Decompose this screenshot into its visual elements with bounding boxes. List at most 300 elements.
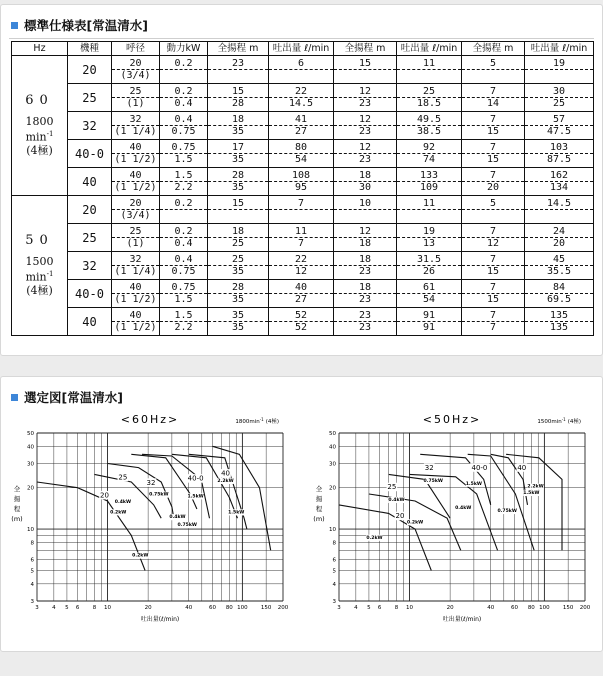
value-cell: 35 — [208, 126, 269, 140]
y-tick-label: 20 — [329, 485, 336, 492]
caliber-cell: 20 — [112, 196, 160, 210]
value-cell — [208, 210, 269, 224]
poles-value: (4極) — [26, 143, 53, 157]
power-cell: 2.2 — [160, 322, 208, 336]
value-cell: 22 — [269, 84, 334, 98]
rpm-note-value: 1800min — [235, 419, 260, 425]
column-header: 全揚程 m — [208, 42, 269, 56]
value-cell: 6 — [269, 56, 334, 70]
caliber-cell: 25 — [112, 84, 160, 98]
value-cell: 35 — [208, 266, 269, 280]
value-cell: 12 — [269, 266, 334, 280]
y-tick-label: 10 — [27, 527, 34, 534]
y-tick-label: 5 — [332, 568, 336, 575]
power-cell: 0.4 — [160, 252, 208, 266]
chart-60hz — [9, 411, 291, 639]
x-tick-label: 4 — [354, 605, 358, 611]
caliber-cell: (1 1/2) — [112, 154, 160, 168]
value-cell: 31.5 — [397, 252, 462, 266]
value-cell: 15 — [462, 294, 525, 308]
value-cell: 7 — [462, 140, 525, 154]
value-cell: 35 — [208, 294, 269, 308]
column-header: 呼径 — [112, 42, 160, 56]
bullet-square-icon — [11, 22, 18, 29]
region-label: 0.75kW — [149, 492, 169, 498]
caliber-cell: 40 — [112, 308, 160, 322]
value-cell: 52 — [269, 322, 334, 336]
value-cell: 7 — [462, 112, 525, 126]
value-cell: 61 — [397, 280, 462, 294]
value-cell: 13 — [397, 238, 462, 252]
value-cell: 15 — [208, 196, 269, 210]
selection-heading — [11, 387, 123, 407]
value-cell: 35 — [208, 182, 269, 196]
y-axis-label: 全 — [315, 485, 323, 493]
value-cell: 23 — [334, 308, 397, 322]
y-tick-label: 50 — [27, 431, 34, 437]
value-cell: 23 — [334, 98, 397, 112]
value-cell: 30 — [525, 84, 594, 98]
value-cell: 57 — [525, 112, 594, 126]
region-label: 20 — [100, 491, 109, 500]
value-cell: 35 — [208, 308, 269, 322]
rpm-value: 1500 — [25, 255, 54, 269]
value-cell: 19 — [525, 56, 594, 70]
power-cell: 1.5 — [160, 294, 208, 308]
x-tick-label: 5 — [65, 605, 69, 611]
value-cell: 14 — [462, 98, 525, 112]
hz-value: 60 — [25, 93, 54, 109]
value-cell: 18 — [208, 224, 269, 238]
table-row — [12, 168, 594, 182]
table-row — [12, 308, 594, 322]
value-cell: 23 — [334, 266, 397, 280]
y-axis-label: 程 — [13, 505, 21, 513]
column-header: 吐出量 ℓ/min — [525, 42, 594, 56]
value-cell: 5 — [462, 196, 525, 210]
value-cell: 15 — [208, 84, 269, 98]
value-cell: 91 — [397, 322, 462, 336]
column-header: 吐出量 ℓ/min — [269, 42, 334, 56]
value-cell: 12 — [462, 238, 525, 252]
divider — [9, 38, 594, 39]
region-label: 2.2kW — [527, 484, 544, 490]
selection-title: 選定図[常温清水] — [24, 390, 123, 405]
region-label: 2.2kW — [217, 479, 234, 485]
y-tick-label: 40 — [329, 444, 336, 451]
y-tick-label: 8 — [332, 540, 336, 547]
y-axis-label: (m) — [313, 515, 325, 523]
value-cell: 10 — [334, 196, 397, 210]
value-cell: 38.5 — [397, 126, 462, 140]
value-cell: 84 — [525, 280, 594, 294]
value-cell: 25 — [525, 98, 594, 112]
region-label: 25 — [387, 483, 397, 492]
y-tick-label: 3 — [332, 599, 336, 605]
value-cell: 11 — [397, 56, 462, 70]
value-cell — [208, 70, 269, 84]
value-cell: 49.5 — [397, 112, 462, 126]
region-label: 0.75kW — [423, 479, 444, 485]
value-cell: 30 — [334, 182, 397, 196]
x-tick-label: 20 — [144, 605, 152, 611]
x-tick-label: 200 — [277, 605, 289, 611]
pump-curve — [410, 474, 498, 550]
region-label: 0.2kW — [132, 553, 149, 559]
value-cell: 135 — [525, 308, 594, 322]
value-cell — [525, 70, 594, 84]
value-cell — [462, 210, 525, 224]
value-cell: 74 — [397, 154, 462, 168]
value-cell: 15 — [462, 266, 525, 280]
y-tick-label: 10 — [329, 527, 336, 534]
y-tick-label: 30 — [27, 461, 34, 468]
value-cell — [462, 70, 525, 84]
value-cell: 162 — [525, 168, 594, 182]
value-cell: 15 — [462, 154, 525, 168]
hz-group-cell — [12, 196, 68, 336]
spec-panel — [0, 4, 603, 356]
caliber-cell: (1 1/2) — [112, 294, 160, 308]
caliber-cell: (1 1/4) — [112, 266, 160, 280]
x-tick-label: 80 — [225, 605, 233, 611]
value-cell: 35 — [208, 322, 269, 336]
value-cell: 7 — [462, 308, 525, 322]
column-header: 全揚程 m — [334, 42, 397, 56]
power-cell: 0.2 — [160, 56, 208, 70]
x-tick-label: 40 — [185, 605, 193, 611]
spec-table — [11, 41, 594, 336]
value-cell: 11 — [397, 196, 462, 210]
x-tick-label: 80 — [527, 605, 535, 611]
value-cell: 14.5 — [269, 98, 334, 112]
value-cell: 23 — [334, 126, 397, 140]
pump-curve — [189, 454, 247, 529]
power-cell: 0.2 — [160, 84, 208, 98]
value-cell — [269, 210, 334, 224]
y-tick-label: 30 — [329, 461, 336, 468]
value-cell: 17 — [208, 140, 269, 154]
value-cell — [397, 210, 462, 224]
y-tick-label: 6 — [30, 557, 34, 564]
caliber-cell: (1) — [112, 98, 160, 112]
y-axis-label: 程 — [315, 505, 323, 513]
value-cell: 26 — [397, 266, 462, 280]
value-cell: 25 — [397, 84, 462, 98]
caliber-cell: 40 — [112, 168, 160, 182]
value-cell: 134 — [525, 182, 594, 196]
region-label: 0.75kW — [177, 523, 197, 529]
x-tick-label: 100 — [237, 605, 248, 611]
caliber-cell: (1 1/2) — [112, 322, 160, 336]
hz-value: 50 — [25, 233, 54, 249]
value-cell: 25 — [208, 238, 269, 252]
value-cell: 24 — [525, 224, 594, 238]
hz-group-cell — [12, 56, 68, 196]
column-header: 動力kW — [160, 42, 208, 56]
x-tick-label: 60 — [510, 605, 518, 611]
value-cell: 40 — [269, 280, 334, 294]
y-axis-label: 揚 — [13, 495, 21, 503]
poles-value: (4極) — [26, 283, 53, 297]
value-cell: 12 — [334, 84, 397, 98]
power-cell: 0.2 — [160, 196, 208, 210]
y-axis-label: 揚 — [315, 495, 323, 503]
value-cell: 28 — [208, 98, 269, 112]
value-cell: 14.5 — [525, 196, 594, 210]
value-cell: 12 — [334, 224, 397, 238]
value-cell: 18 — [334, 238, 397, 252]
x-tick-label: 10 — [104, 605, 112, 611]
region-label: 1.5kW — [465, 481, 483, 487]
region-label: 40-0 — [187, 474, 204, 483]
value-cell: 41 — [269, 112, 334, 126]
x-tick-label: 150 — [260, 605, 272, 611]
power-cell: 0.2 — [160, 224, 208, 238]
bullet-square-icon — [11, 394, 18, 401]
header-row — [12, 42, 594, 56]
table-row — [12, 280, 594, 294]
value-cell: 22 — [269, 252, 334, 266]
value-cell: 19 — [397, 224, 462, 238]
y-tick-label: 6 — [332, 557, 336, 564]
value-cell: 28 — [208, 168, 269, 182]
caliber-cell: 40 — [112, 140, 160, 154]
region-label: 32 — [424, 463, 434, 472]
model-cell: 32 — [68, 252, 112, 280]
x-axis-label: 吐出量(ℓ/min) — [442, 616, 482, 623]
value-cell: 80 — [269, 140, 334, 154]
table-row — [12, 84, 594, 98]
model-cell: 20 — [68, 56, 112, 84]
x-tick-label: 100 — [539, 605, 550, 611]
value-cell — [334, 70, 397, 84]
value-cell: 18 — [208, 112, 269, 126]
value-cell — [397, 70, 462, 84]
power-cell: 0.75 — [160, 126, 208, 140]
rpm-note-exp: -1 — [561, 417, 566, 422]
x-tick-label: 8 — [92, 605, 97, 611]
x-tick-label: 40 — [487, 605, 495, 611]
value-cell: 109 — [397, 182, 462, 196]
region-label: 40 — [221, 469, 231, 478]
value-cell: 23 — [334, 154, 397, 168]
model-cell: 20 — [68, 196, 112, 224]
selection-panel — [0, 376, 603, 652]
y-axis-label: (m) — [11, 515, 23, 523]
rpm-unit-text: min — [25, 270, 47, 284]
region-label: 40-0 — [471, 463, 488, 472]
rpm-unit-exp: -1 — [46, 270, 54, 279]
region-label: 0.2kW — [110, 510, 127, 516]
region-label: 1.5kW — [523, 491, 540, 497]
chart-title: <50Hz> — [422, 413, 482, 426]
value-cell: 27 — [269, 294, 334, 308]
model-cell: 40 — [68, 308, 112, 336]
rpm-note-value: 1500min — [537, 419, 562, 425]
spec-heading — [11, 15, 148, 35]
caliber-cell: (3/4) — [112, 70, 160, 84]
y-tick-label: 40 — [27, 444, 34, 451]
rpm-unit-text: min — [25, 130, 47, 144]
table-row — [12, 196, 594, 210]
table-row — [12, 224, 594, 238]
value-cell: 18 — [334, 280, 397, 294]
rpm-note-exp: -1 — [259, 417, 264, 422]
rpm-value: 1800 — [25, 115, 54, 129]
rpm-unit — [12, 268, 67, 284]
value-cell — [525, 210, 594, 224]
table-row — [12, 56, 594, 70]
value-cell: 7 — [462, 252, 525, 266]
y-tick-label: 4 — [30, 581, 34, 588]
caliber-cell: 25 — [112, 224, 160, 238]
value-cell: 12 — [334, 140, 397, 154]
model-cell: 40-0 — [68, 280, 112, 308]
value-cell: 20 — [462, 182, 525, 196]
x-tick-label: 150 — [562, 605, 574, 611]
value-cell: 7 — [269, 196, 334, 210]
value-cell: 18 — [334, 168, 397, 182]
x-tick-label: 6 — [377, 605, 382, 611]
value-cell: 20 — [525, 238, 594, 252]
chart-50hz — [311, 411, 593, 639]
rpm-note — [235, 417, 279, 425]
power-cell: 0.4 — [160, 112, 208, 126]
table-row — [12, 112, 594, 126]
caliber-cell: (3/4) — [112, 210, 160, 224]
rpm-unit-exp: -1 — [46, 130, 54, 139]
power-cell: 0.4 — [160, 98, 208, 112]
value-cell: 92 — [397, 140, 462, 154]
power-cell: 0.75 — [160, 140, 208, 154]
column-header: 全揚程 m — [462, 42, 525, 56]
rpm-note — [537, 417, 581, 425]
power-cell — [160, 210, 208, 224]
region-label: 0.75kW — [497, 509, 517, 515]
region-label: 1.5kW — [228, 510, 245, 516]
value-cell: 95 — [269, 182, 334, 196]
value-cell: 87.5 — [525, 154, 594, 168]
value-cell: 35.5 — [525, 266, 594, 280]
value-cell: 7 — [462, 84, 525, 98]
value-cell: 7 — [462, 168, 525, 182]
rpm-note-poles: (4極) — [567, 419, 581, 425]
y-tick-label: 3 — [30, 599, 34, 605]
region-label: 1.5kW — [187, 494, 204, 500]
x-axis-label: 吐出量(ℓ/min) — [140, 616, 180, 623]
value-cell: 23 — [208, 56, 269, 70]
x-tick-label: 8 — [394, 605, 399, 611]
power-cell: 0.75 — [160, 280, 208, 294]
table-row — [12, 252, 594, 266]
x-tick-label: 5 — [367, 605, 371, 611]
region-label: 20 — [395, 512, 405, 521]
value-cell: 54 — [397, 294, 462, 308]
value-cell — [334, 210, 397, 224]
y-axis-label: 全 — [13, 485, 21, 493]
value-cell: 15 — [334, 56, 397, 70]
x-tick-label: 4 — [52, 605, 56, 611]
value-cell: 47.5 — [525, 126, 594, 140]
rpm-unit — [12, 128, 67, 144]
power-cell: 0.75 — [160, 266, 208, 280]
column-header: 機種 — [68, 42, 112, 56]
pump-curve — [213, 446, 271, 550]
power-cell: 2.2 — [160, 182, 208, 196]
region-label: 40 — [517, 463, 527, 472]
power-cell: 1.5 — [160, 308, 208, 322]
value-cell: 35 — [208, 154, 269, 168]
value-cell: 135 — [525, 322, 594, 336]
value-cell: 7 — [462, 280, 525, 294]
pump-curve — [491, 454, 528, 505]
region-label: 0.4kW — [455, 506, 472, 512]
model-cell: 40 — [68, 168, 112, 196]
caliber-cell: (1 1/2) — [112, 182, 160, 196]
y-tick-label: 20 — [27, 485, 34, 492]
x-tick-label: 20 — [446, 605, 454, 611]
rpm-note-poles: (4極) — [265, 419, 279, 425]
value-cell: 91 — [397, 308, 462, 322]
y-tick-label: 5 — [30, 568, 34, 575]
value-cell: 27 — [269, 126, 334, 140]
value-cell: 25 — [208, 252, 269, 266]
model-cell: 32 — [68, 112, 112, 140]
value-cell: 103 — [525, 140, 594, 154]
caliber-cell: 20 — [112, 56, 160, 70]
caliber-cell: 32 — [112, 252, 160, 266]
region-label: 0.4kW — [169, 515, 186, 521]
spec-title: 標準仕様表[常温清水] — [24, 18, 148, 33]
value-cell: 7 — [269, 238, 334, 252]
y-tick-label: 4 — [332, 581, 336, 588]
chart-title: <60Hz> — [120, 413, 180, 426]
value-cell: 23 — [334, 294, 397, 308]
value-cell: 133 — [397, 168, 462, 182]
value-cell: 18 — [334, 252, 397, 266]
pump-curve — [37, 482, 145, 571]
caliber-cell: (1 1/4) — [112, 126, 160, 140]
value-cell: 52 — [269, 308, 334, 322]
pump-curve — [339, 505, 431, 571]
model-cell: 25 — [68, 224, 112, 252]
region-label: 25 — [118, 473, 128, 482]
power-cell: 1.5 — [160, 154, 208, 168]
region-label: 0.4kW — [388, 498, 405, 504]
region-label: 0.2kW — [406, 520, 424, 526]
caliber-cell: 32 — [112, 112, 160, 126]
caliber-cell: 40 — [112, 280, 160, 294]
value-cell: 12 — [334, 112, 397, 126]
caliber-cell: (1) — [112, 238, 160, 252]
value-cell: 45 — [525, 252, 594, 266]
region-label: 0.2kW — [366, 535, 383, 541]
region-label: 32 — [146, 478, 156, 487]
value-cell: 11 — [269, 224, 334, 238]
y-tick-label: 8 — [30, 540, 34, 547]
x-tick-label: 60 — [208, 605, 216, 611]
model-cell: 25 — [68, 84, 112, 112]
value-cell: 7 — [462, 322, 525, 336]
value-cell: 23 — [334, 322, 397, 336]
power-cell: 1.5 — [160, 168, 208, 182]
value-cell: 7 — [462, 224, 525, 238]
x-tick-label: 10 — [406, 605, 414, 611]
x-tick-label: 6 — [75, 605, 80, 611]
table-row — [12, 140, 594, 154]
power-cell: 0.4 — [160, 238, 208, 252]
